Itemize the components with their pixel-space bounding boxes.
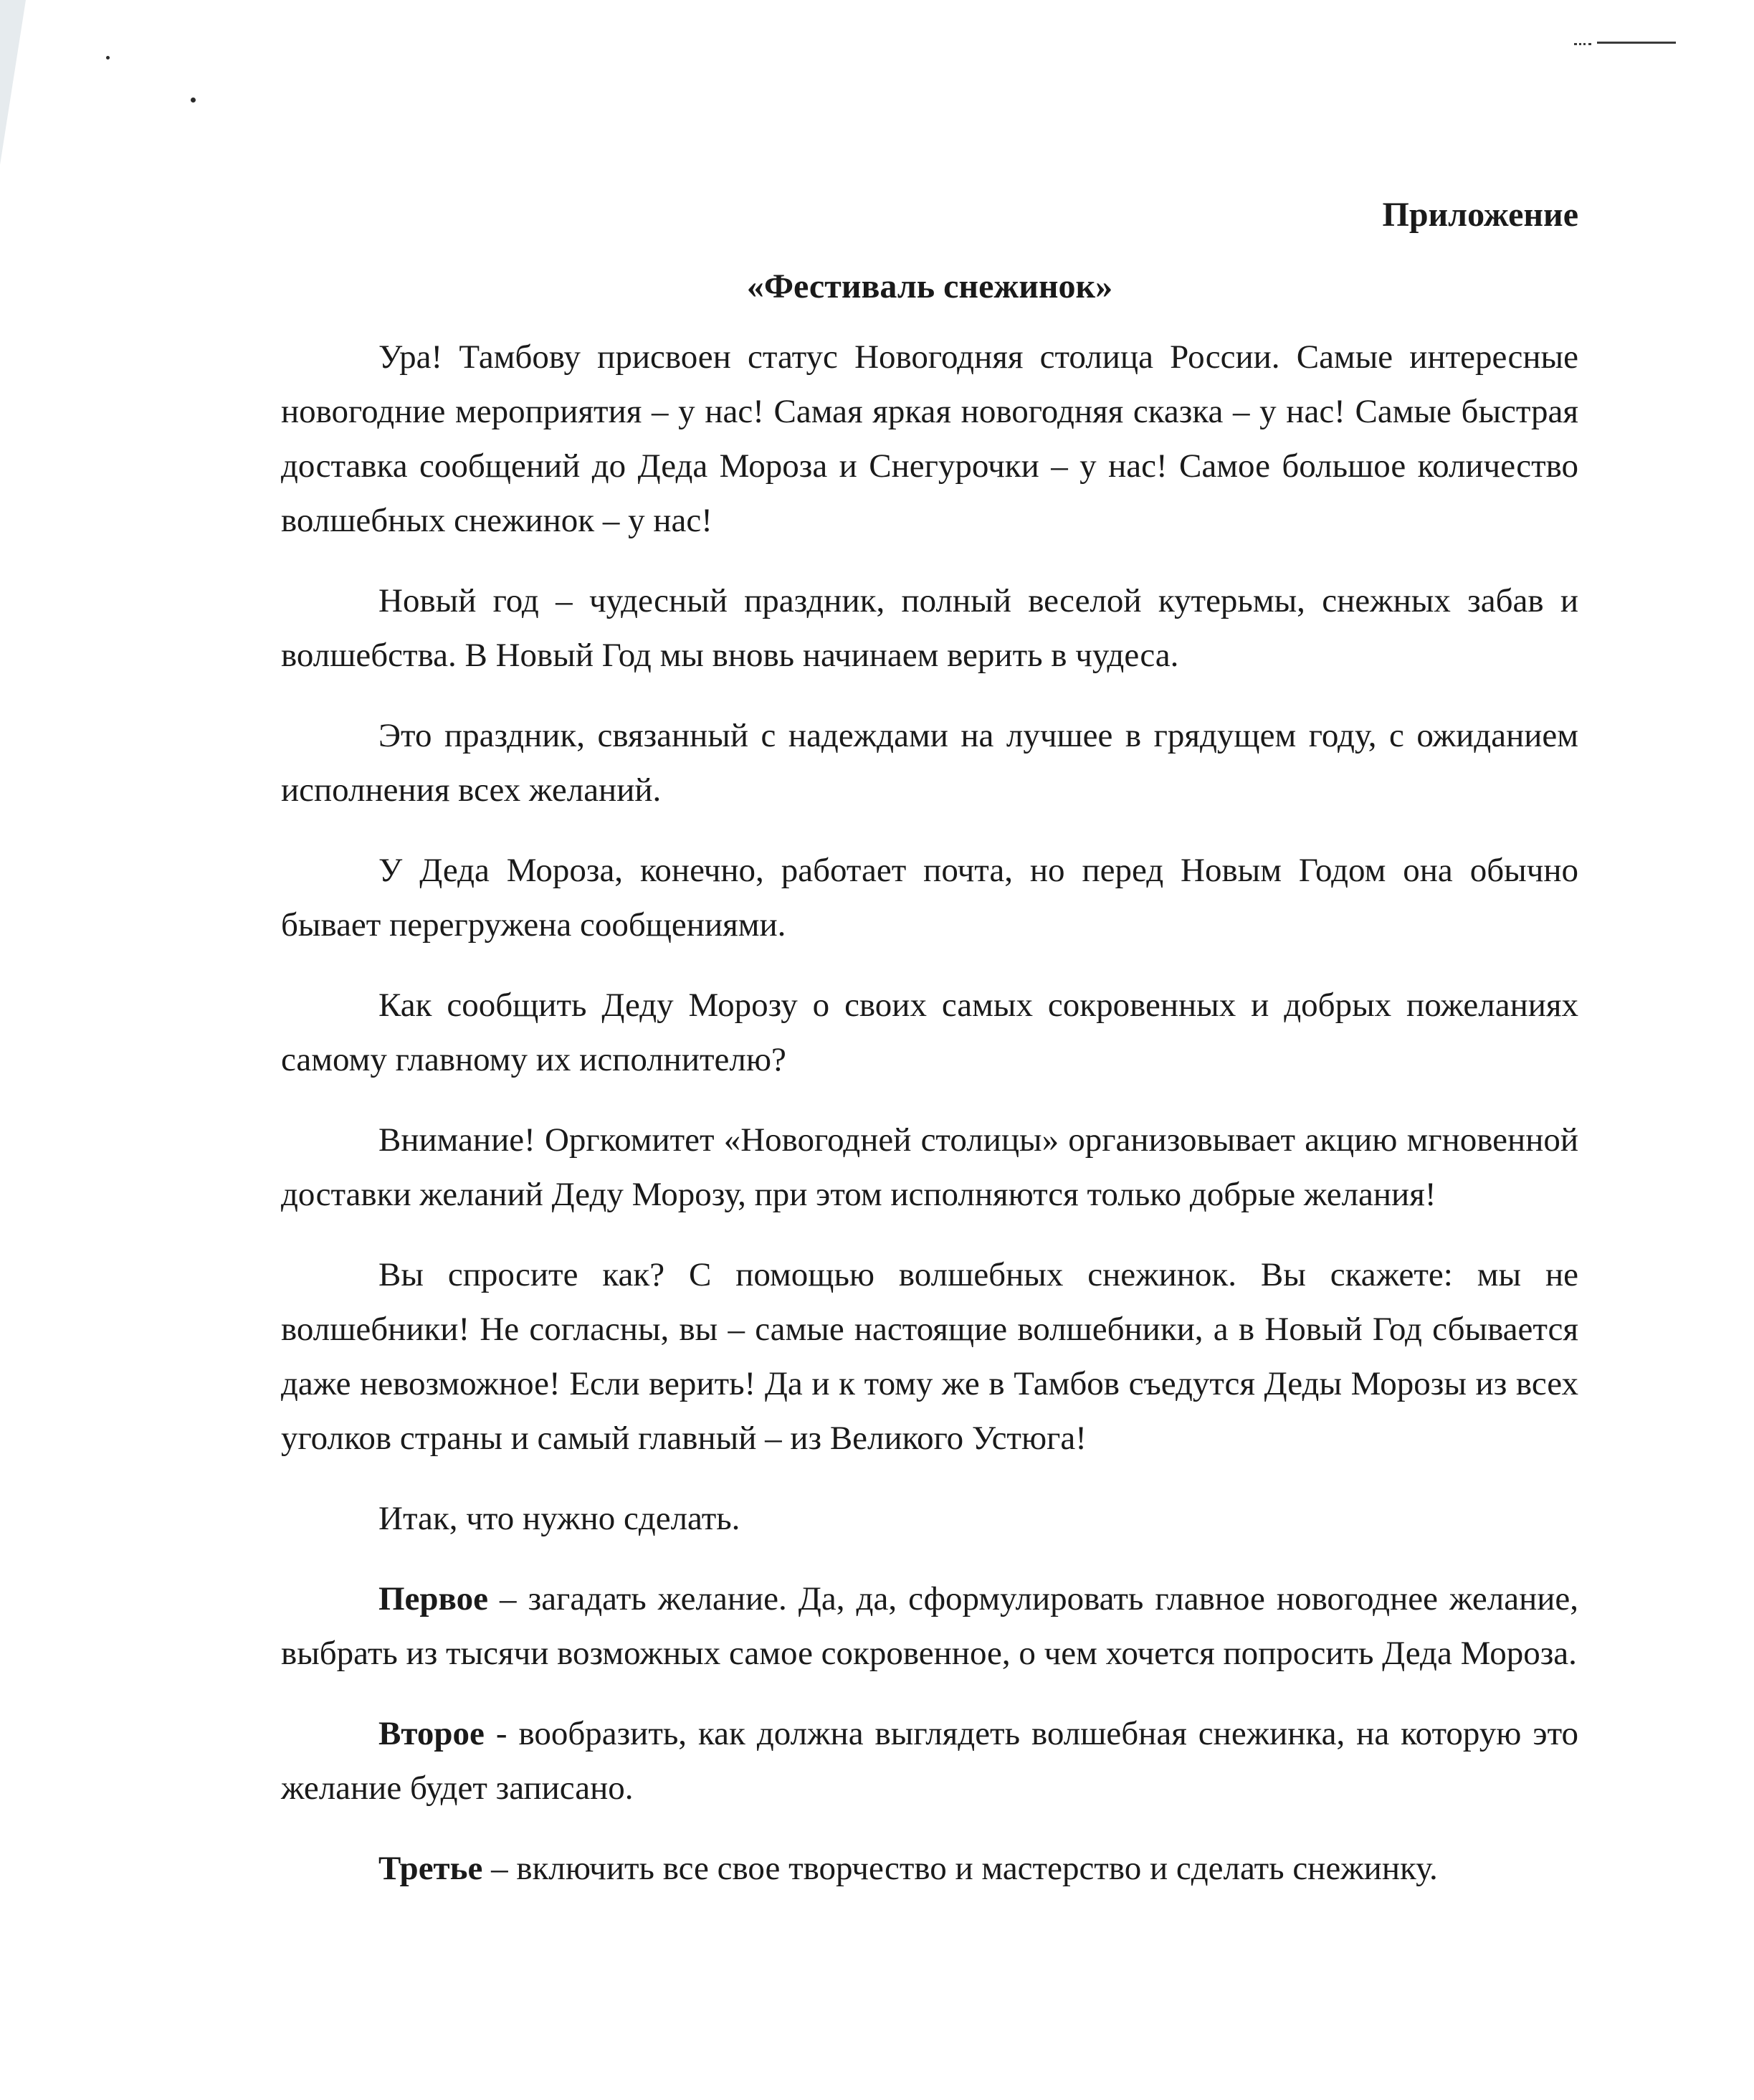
paragraph: Новый год – чудесный праздник, полный веселой кутерьмы, снежных забав и волшебства. В Новый Год мы вновь начинаем верить в чудеса. [281, 582, 1578, 674]
step-lead: Третье [378, 1850, 483, 1887]
scan-edge-mark [1597, 42, 1676, 47]
scan-edge-shadow [0, 0, 26, 165]
paragraph: Итак, что нужно сделать. [378, 1500, 740, 1537]
document-body [281, 194, 1578, 1921]
scan-edge-mark [1574, 43, 1591, 47]
step-paragraph: Второе - вообразить, как должна выглядеть волшебная снежинка, на которую это желание будет записано. [281, 1715, 1578, 1807]
paragraph: Как сообщить Деду Морозу о своих самых сокровенных и добрых пожеланиях самому главному их исполнителю? [281, 987, 1578, 1078]
document-title: «Фестиваль снежинок» [746, 267, 1113, 305]
step-lead: Первое [378, 1580, 488, 1617]
appendix-label: Приложение [1382, 196, 1578, 234]
paragraph: У Деда Мороза, конечно, работает почта, но перед Новым Годом она обычно бывает перегружена сообщениями. [281, 852, 1578, 944]
paragraph: Это праздник, связанный с надеждами на лучшее в грядущем году, с ожиданием исполнения всех желаний. [281, 717, 1578, 809]
scan-speck [191, 98, 196, 103]
step-paragraph: Первое – загадать желание. Да, да, сформулировать главное новогоднее желание, выбрать из тысячи возможных самое сокровенное, о чем хочется попросить Деда Мороза. [281, 1580, 1578, 1672]
step-paragraph: Третье – включить все свое творчество и мастерство и сделать снежинку. [378, 1850, 1438, 1887]
paragraph: Ура! Тамбову присвоен статус Новогодняя столица России. Самые интересные новогодние мероприятия – у нас! Самая яркая новогодняя сказка – у нас! Самые быстрая доставка сообщений до Деда Мороза и Снегурочки – у нас! Самое большое количество волшебных снежинок – у нас! [281, 338, 1578, 539]
step-lead: Второе [378, 1715, 485, 1752]
scan-speck [106, 56, 110, 60]
paragraph: Внимание! Оргкомитет «Новогодней столицы» организовывает акцию мгновенной доставки желаний Деду Морозу, при этом исполняются только добрые желания! [281, 1121, 1578, 1213]
paragraph: Вы спросите как? С помощью волшебных снежинок. Вы скажете: мы не волшебники! Не согласны, вы – самые настоящие волшебники, а в Новый Год сбывается даже невозможное! Если верить! Да и к тому же в Тамбов съедутся Деды Морозы из всех уголков страны и самый главный – из Великого Устюга! [281, 1256, 1578, 1457]
